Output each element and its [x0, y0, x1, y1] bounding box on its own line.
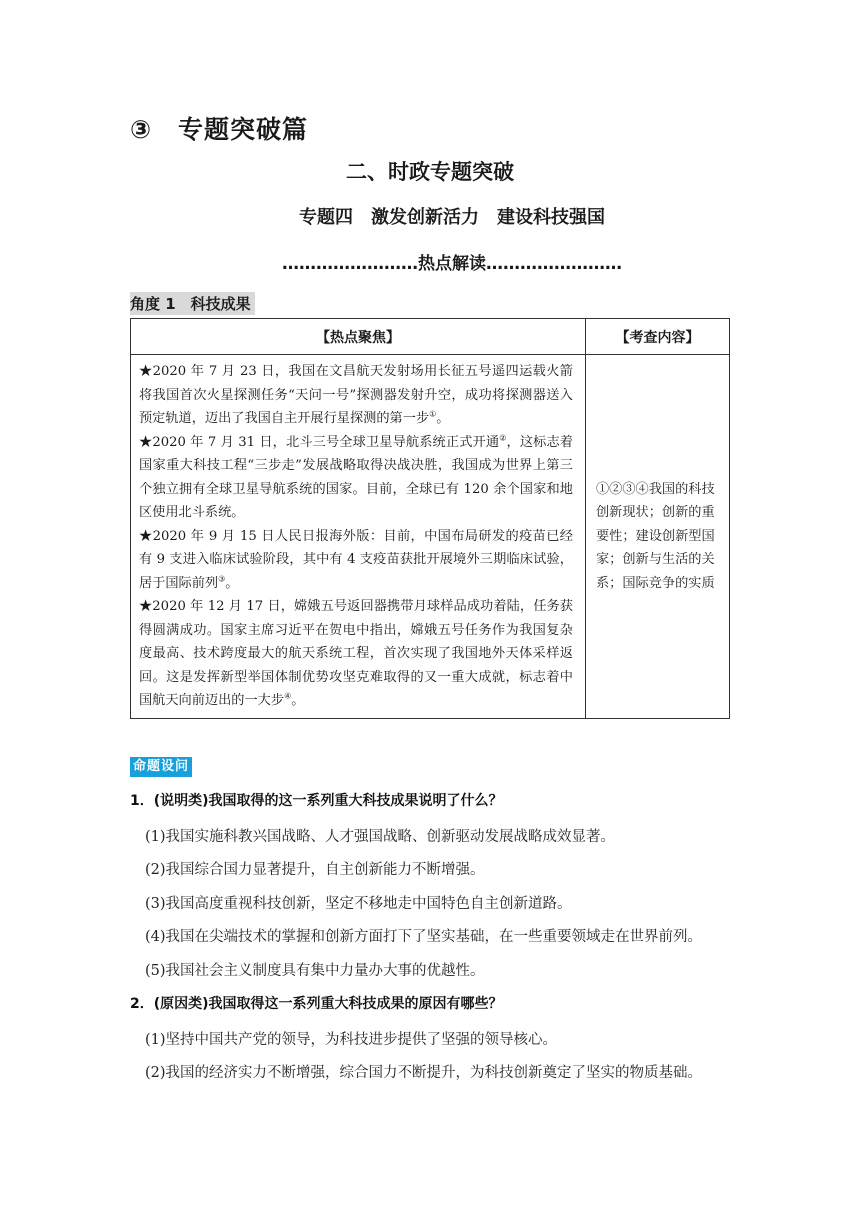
focus-cell — [131, 355, 586, 719]
content-cell: ①②③④我国的科技创新现状；创新的重要性；建设创新型国家；创新与生活的关系；国际竞争的实质 — [585, 355, 729, 719]
news-item: ★2020 年 7 月 31 日，北斗三号全球卫星导航系统正式开通②，这标志着国家重大科技工程“三步走”发展战略取得决战决胜，我国成为世界上第三个独立拥有全球卫星导航系统的国家。目前，全球已有 120 余个国家和地区使用北斗系统。 — [139, 433, 573, 520]
answer-item: (2)我国综合国力显著提升，自主创新能力不断增强。 — [145, 862, 485, 878]
hotspot-table — [130, 318, 730, 719]
answer-item: (2)我国的经济实力不断增强，综合国力不断提升，为科技创新奠定了坚实的物质基础。 — [145, 1065, 703, 1081]
topic-title: 专题四 激发创新活力 建设科技强国 — [299, 207, 605, 228]
section-title — [130, 110, 308, 146]
reading-title: ……………………热点解读…………………… — [282, 254, 622, 274]
chapter-title: 二、时政专题突破 — [346, 160, 514, 184]
answer-item: (3)我国高度重视科技创新，坚定不移地走中国特色自主创新道路。 — [145, 896, 572, 912]
angle-title: 角度 1 科技成果 — [130, 292, 255, 315]
section-label: 专题突破篇 — [178, 115, 309, 144]
news-item: ★2020 年 9 月 15 日人民日报海外版：目前，中国布局研发的疫苗已经有 9 支进入临床试验阶段，其中有 4 支疫苗获批开展境外三期临床试验，居于国际前列③。 — [139, 528, 573, 591]
question-2: 2．(原因类)我国取得这一系列重大科技成果的原因有哪些？ — [130, 996, 503, 1012]
col-focus-header: 【热点聚焦】 — [131, 319, 586, 355]
question-1: 1．(说明类)我国取得的这一系列重大科技成果说明了什么？ — [130, 793, 503, 809]
questions-badge: 命题设问 — [130, 757, 192, 777]
answer-item: (1)坚持中国共产党的领导，为科技进步提供了坚强的领导核心。 — [145, 1032, 558, 1048]
section-number: ③ — [130, 115, 153, 144]
answer-item: (5)我国社会主义制度具有集中力量办大事的优越性。 — [145, 963, 485, 979]
col-content-header: 【考查内容】 — [585, 319, 729, 355]
answer-item: (4)我国在尖端技术的掌握和创新方面打下了坚实基础，在一些重要领域走在世界前列。 — [145, 929, 703, 945]
table-header-row — [131, 319, 730, 355]
answer-item: (1)我国实施科教兴国战略、人才强国战略、创新驱动发展战略成效显著。 — [145, 829, 616, 845]
news-item: ★2020 年 7 月 23 日，我国在文昌航天发射场用长征五号遥四运载火箭将我国首次火星探测任务“天问一号”探测器发射升空，成功将探测器送入预定轨道，迈出了我国自主开展行星探测的第一步①。 — [139, 364, 573, 426]
news-item: ★2020 年 12 月 17 日，嫦娥五号返回器携带月球样品成功着陆，任务获得圆满成功。国家主席习近平在贺电中指出，嫦娥五号任务作为我国复杂度最高、技术跨度最大的航天系统工程，首次实现了我国地外天体采样返回。这是发挥新型举国体制优势攻坚克难取得的又一重大成就，标志着中国航天向前迈出的一大步④。 — [139, 599, 573, 708]
table-body-row — [131, 355, 730, 719]
